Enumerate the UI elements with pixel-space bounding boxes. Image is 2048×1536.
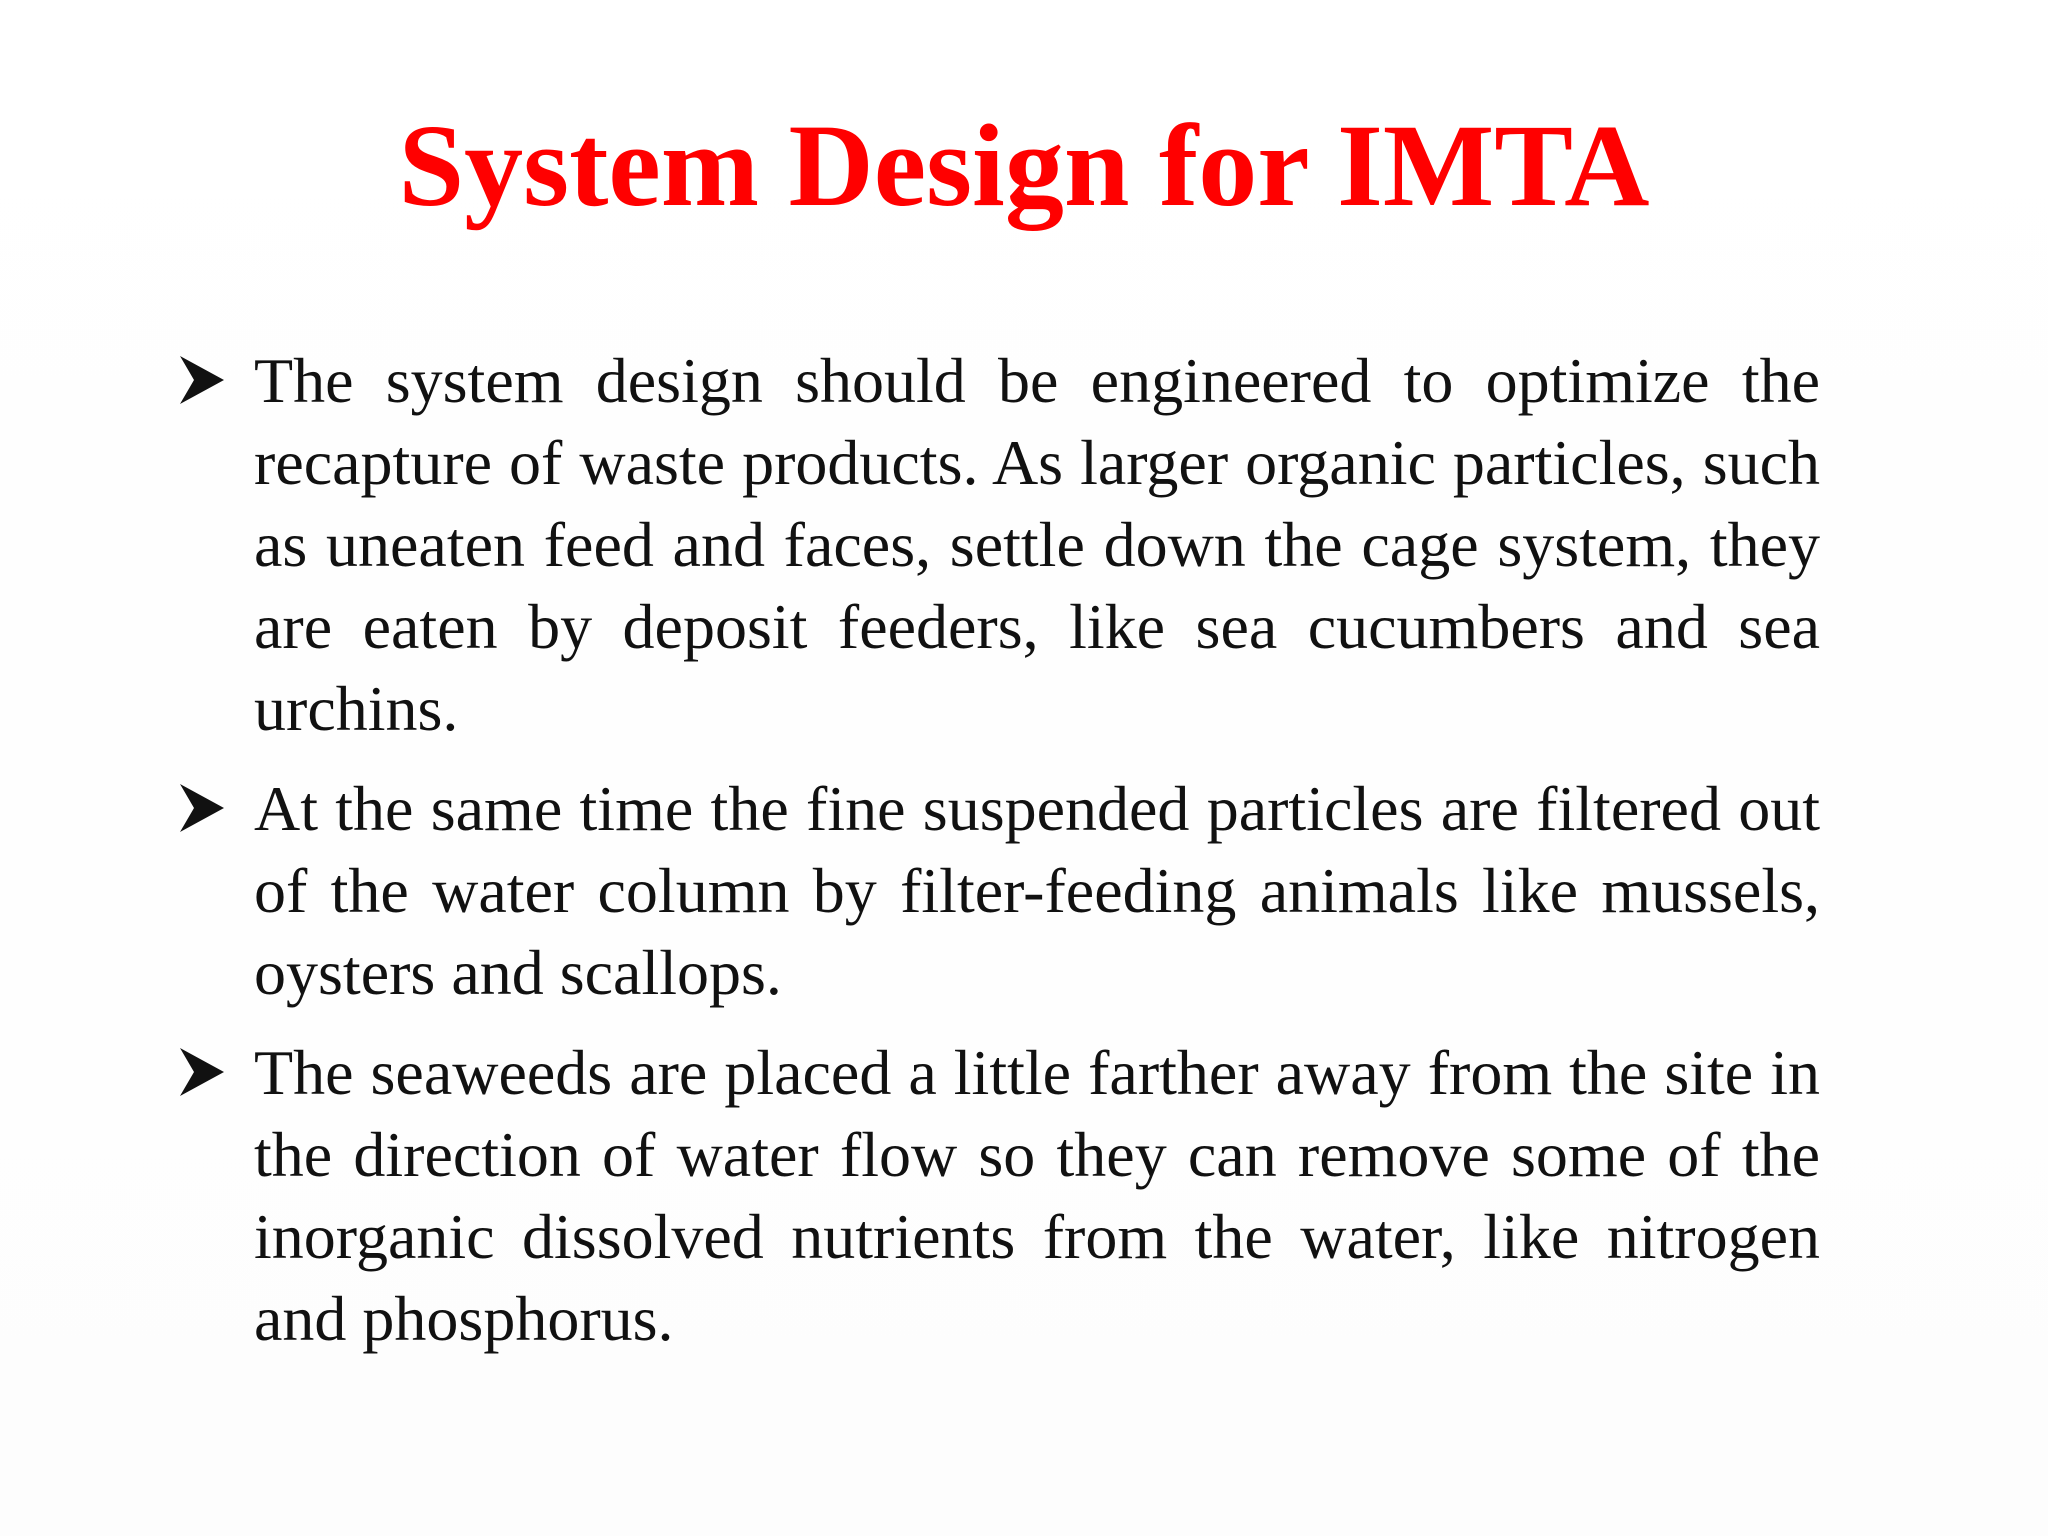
bullet-list <box>170 340 1820 1378</box>
slide-title: System Design for IMTA <box>398 100 1650 231</box>
bullet-text: At the same time the fine suspended particles are filtered out of the water column by filter-feeding animals like mussels, oysters and scallops. <box>254 773 1820 1008</box>
arrowhead-bullet-icon <box>178 354 226 406</box>
bullet-text: The seaweeds are placed a little farther away from the site in the direction of water flow so they can remove some of the inorganic dissolved nutrients from the water, like nitrogen and phosphorus. <box>254 1037 1820 1354</box>
bullet-item <box>170 1032 1820 1360</box>
bullet-item <box>170 768 1820 1014</box>
bullet-item <box>170 340 1820 750</box>
arrowhead-bullet-icon <box>178 1046 226 1098</box>
bullet-text: The system design should be engineered to optimize the recapture of waste products. As larger organic particles, such as uneaten feed and faces, settle down the cage system, they are eaten by deposit feeders, like sea cucumbers and sea urchins. <box>254 345 1820 744</box>
arrowhead-bullet-icon <box>178 782 226 834</box>
